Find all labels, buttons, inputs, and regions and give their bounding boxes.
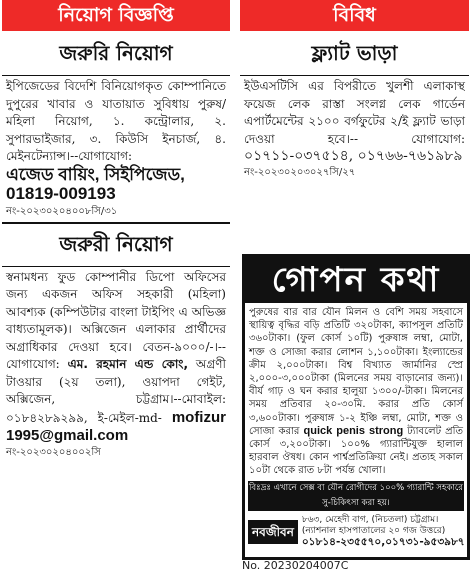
section-banner-misc: বিবিধ	[240, 0, 469, 31]
ad-title: জরুরী নিয়োগ	[59, 231, 173, 256]
ad-text: স্বনামধন্য ফুড কোম্পানীর ডিপো অফিসের জন্য একজন অফিস সহকারী (মহিলা) আবশ্যক (কম্পিউটার বাংলা টাইপিং এ অভিজ্ঞ বাধ্যতামূলক)। অক্সিজেন এলাকার প্রার্থীদের অগ্রাধিকার দেওয়া হবে। বেতন-৯০০০/-।-- যোগাযোগ:	[6, 269, 226, 371]
promo-address: ৮৬৩, মেহেদী বাগ, (নিচতলা) চট্টগ্রাম। (ন্যাশনাল হাসপাতালের ২০ গজ উত্তরে)	[301, 514, 446, 536]
ad-body	[2, 76, 230, 205]
right-column	[240, 0, 469, 179]
ad-phone: 01819-009193	[6, 184, 116, 203]
ad-title: ফ্ল্যাট ভাড়া	[311, 41, 398, 65]
ad-contact: এজেড বায়িং, সিইপিজেড,	[6, 164, 185, 184]
ad-text: ইউএসটিসি এর বিপরীতে খুলশী এলাকাস্থ ফয়েজ লেক রাস্তা সংলগ্ন লেক গার্ডেন এপার্টমেন্টের ২১০০ বর্গফুটের ২/ই ফ্ল্যাট ভাড়া দেওয়া হবে।--	[244, 79, 465, 146]
ad-promo-box	[242, 254, 470, 560]
ad-reference: নং-২০২৩০২০৪০০২সি	[6, 446, 101, 458]
promo-headline: গোপন কথা	[245, 257, 467, 303]
ad-flat-rent	[240, 39, 469, 179]
promo-brand: নবজীবন	[248, 520, 298, 544]
ad-reference: নং-২০২৩০২০৪০০৮সি/৩১	[6, 205, 118, 217]
ad-body	[240, 76, 469, 166]
ad-phone-label: যোগাযোগ:	[411, 131, 465, 146]
ad-title: জরুরি নিয়োগ	[59, 41, 173, 65]
ad-text: ইপিজেডের বিদেশি বিনিয়োগকৃত কোম্পানিতে দুপুরের খাবার ও যাতায়াত সুবিধায় পুরুষ/মহিলা নিয়োগ, ১. কন্ট্রোলার, ২. সুপারভাইজার, ৩. কিউসি ইনচার্জ, ৪. মেইনটেন্যান্স।--যোগাযোগ:	[6, 79, 226, 163]
promo-footer	[248, 515, 464, 549]
ad-address: অগ্রণী টাওয়ার (২য় তলা), ওয়াপদা গেইট, অক্সিজেন, চট্টগ্রাম।--মোবাইল: ০১৮৪২৮৯২৯৯, ই-মেইল-md-	[6, 357, 226, 425]
promo-text: ট্যাবলেট প্রতি কোর্স ৩,২০০টাকা। ১০০% গ্যারান্টিযুক্ত হালাল হারবাল ঔষধ। কোন পার্শ্বপ্রতিক্রিয়া নেই। প্রত্যহ সকাল ১০টা থেকে রাত ৮টা পর্যন্ত খোলা।	[249, 425, 463, 477]
promo-body	[245, 303, 467, 481]
promo-reference: No. 20230204007C	[242, 559, 349, 572]
promo-notice-strip: বিঃদ্রঃ এখানে সেক্স বা যৌন রোগীদের ১০০% গ্যারান্টি সহকারে সু-চিকিৎসা করা হয়।	[248, 481, 464, 511]
ad-email: mofizur 1995@gmail.com	[6, 408, 226, 444]
promo-phone: ০১৮১৪-২৩৫৫৭০,০১৭৩১-৯৫৩৯৮৭	[301, 535, 465, 548]
section-banner-recruitment: নিয়োগ বিজ্ঞপ্তি	[2, 0, 230, 31]
left-column	[2, 0, 230, 459]
ad-urgent-recruitment-1	[2, 39, 230, 218]
ad-reference: নং-২০২৩০২০৩০২৭সি/২৭	[244, 166, 356, 178]
ad-urgent-recruitment-2	[2, 230, 230, 459]
ad-body	[2, 267, 230, 446]
ad-phone: ০১৭১১-০৩৭৫১৪, ০১৭৬৬-৭৬১৯৮৯	[244, 148, 463, 164]
ad-company: এম. রহমান এন্ড কোং,	[67, 357, 189, 371]
promo-text: পুরুষের বার বার যৌন মিলন ও বেশি সময় সহবাসে স্থায়িত্ব বৃদ্ধির বড়ি প্রতিটি ৩২০টাকা, ক্যাপসুল প্রতিটি ৩৬০টাকা। (ফুল কোর্স ১০টি) পুরুষাঙ্গ লম্বা, মোটা, শক্ত ও সোজা করার লোশন ১,১০০টাকা। ইংল্যান্ডের ক্রীম ২,০০০টাকা। বিশ্ব বিখ্যাত জার্মানির স্প্রে ২,০০০-৩,০০০টাকা (মিলনের সময় বাড়ানোর জন্য)। বীর্য গাঢ় ও ঘন করার হালুয়া ১৩০০/-টাকা। মিলনের সময় প্রতিবার ২০-৩০মি. করার প্রতি কোর্স ৩,৬০০টাকা। পুরুষাঙ্গ ১-২ ইঞ্চি লম্বা, মোটা, শক্ত ও সোজা করার	[249, 307, 463, 437]
promo-product: quick penis strong	[303, 424, 404, 437]
promo-contact	[298, 515, 465, 549]
divider	[2, 222, 230, 224]
